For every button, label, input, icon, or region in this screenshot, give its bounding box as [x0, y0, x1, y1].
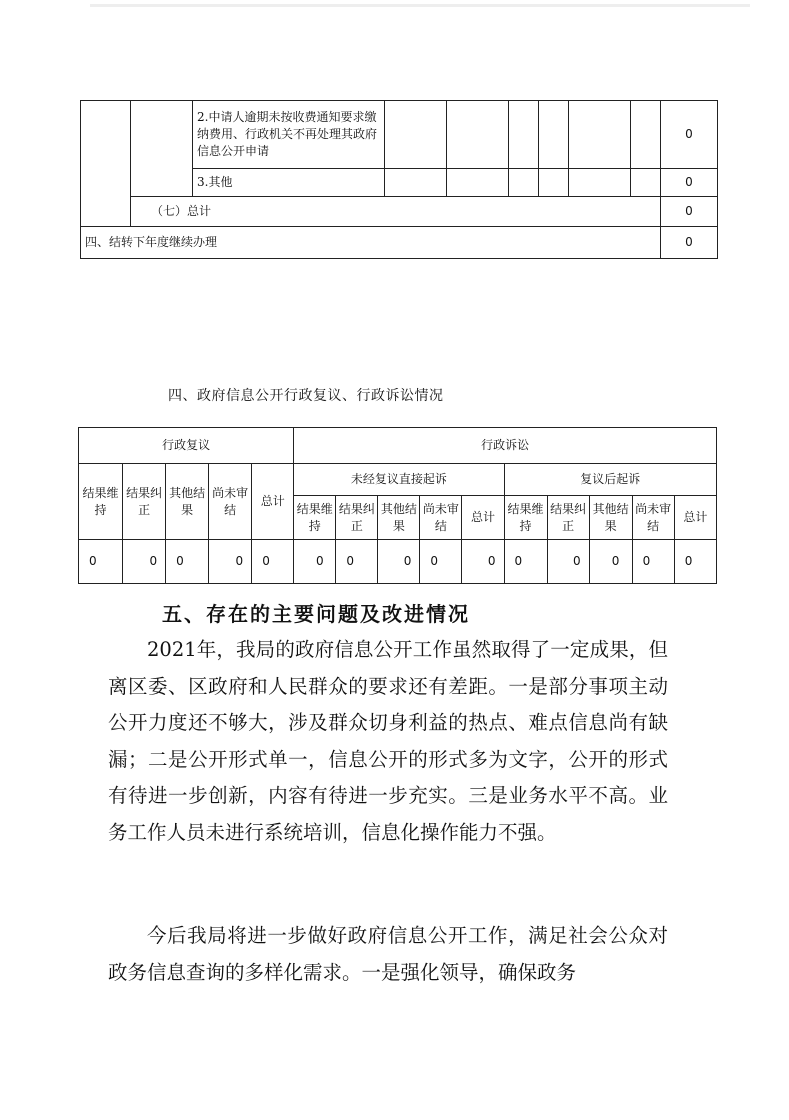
section5-heading: 五、存在的主要问题及改进情况 — [162, 602, 470, 626]
value-cell: 0 — [504, 540, 547, 584]
col-direct-upheld: 结果维持 — [294, 496, 336, 540]
value-cell: 0 — [547, 540, 589, 584]
header-direct-suit: 未经复议直接起诉 — [294, 464, 504, 496]
section4-title: 四、政府信息公开行政复议、行政诉讼情况 — [168, 388, 444, 404]
header-admin-review: 行政复议 — [79, 428, 294, 464]
col-after-other: 其他结果 — [589, 496, 632, 540]
value-cell: 0 — [123, 540, 166, 584]
col-review-other: 其他结果 — [166, 464, 209, 540]
row-label-total: （七）总计 — [131, 197, 661, 227]
continued-table — [80, 100, 718, 259]
col-after-pending: 尚未审结 — [632, 496, 674, 540]
col-review-pending: 尚未审结 — [209, 464, 252, 540]
value-overdue-fee: 0 — [661, 101, 718, 169]
value-cell: 0 — [79, 540, 123, 584]
col-after-total: 总计 — [674, 496, 716, 540]
col-direct-pending: 尚未审结 — [420, 496, 462, 540]
value-cell: 0 — [420, 540, 462, 584]
value-cell: 0 — [294, 540, 336, 584]
merged-category-cell — [81, 101, 131, 227]
review-litigation-table — [78, 427, 717, 584]
value-total: 0 — [661, 197, 718, 227]
col-after-upheld: 结果维持 — [504, 496, 547, 540]
merged-subcategory-cell — [131, 101, 193, 197]
value-cell: 0 — [252, 540, 294, 584]
value-cell: 0 — [166, 540, 209, 584]
scan-artifact — [90, 4, 750, 7]
col-review-total: 总计 — [252, 464, 294, 540]
header-admin-litigation: 行政诉讼 — [294, 428, 717, 464]
value-cell: 0 — [462, 540, 504, 584]
value-cell: 0 — [674, 540, 716, 584]
col-review-upheld: 结果维持 — [79, 464, 123, 540]
value-cell: 0 — [589, 540, 632, 584]
value-carry-over: 0 — [661, 227, 718, 259]
col-direct-corrected: 结果纠正 — [336, 496, 378, 540]
row-label-carry-over: 四、结转下年度继续办理 — [81, 227, 661, 259]
col-review-corrected: 结果纠正 — [123, 464, 166, 540]
section5-paragraph-2: 今后我局将进一步做好政府信息公开工作，满足社会公众对政务信息查询的多样化需求。一是强化领导，确保政务 — [108, 924, 668, 984]
value-cell: 0 — [336, 540, 378, 584]
row-label-other: 3.其他 — [193, 169, 385, 197]
row-label-overdue-fee: 2.中请人逾期未按收费通知要求缴纳费用、行政机关不再处理其政府信息公开申请 — [193, 101, 385, 169]
value-other: 0 — [661, 169, 718, 197]
value-cell: 0 — [209, 540, 252, 584]
section5-paragraph-1: 2021年，我局的政府信息公开工作虽然取得了一定成果，但离区委、区政府和人民群众的要求还有差距。一是部分事项主动公开力度还不够大，涉及群众切身利益的热点、难点信息尚有缺漏；二是公开形式单一，信息公开的形式多为文字，公开的形式有待进一步创新，内容有待进一步充实。三是业务水平不高。业务工作人员未进行系统培训，信息化操作能力不强。 — [108, 638, 668, 844]
value-cell: 0 — [632, 540, 674, 584]
col-direct-other: 其他结果 — [378, 496, 420, 540]
header-after-review: 复议后起诉 — [504, 464, 717, 496]
col-direct-total: 总计 — [462, 496, 504, 540]
col-after-corrected: 结果纠正 — [547, 496, 589, 540]
value-cell: 0 — [378, 540, 420, 584]
